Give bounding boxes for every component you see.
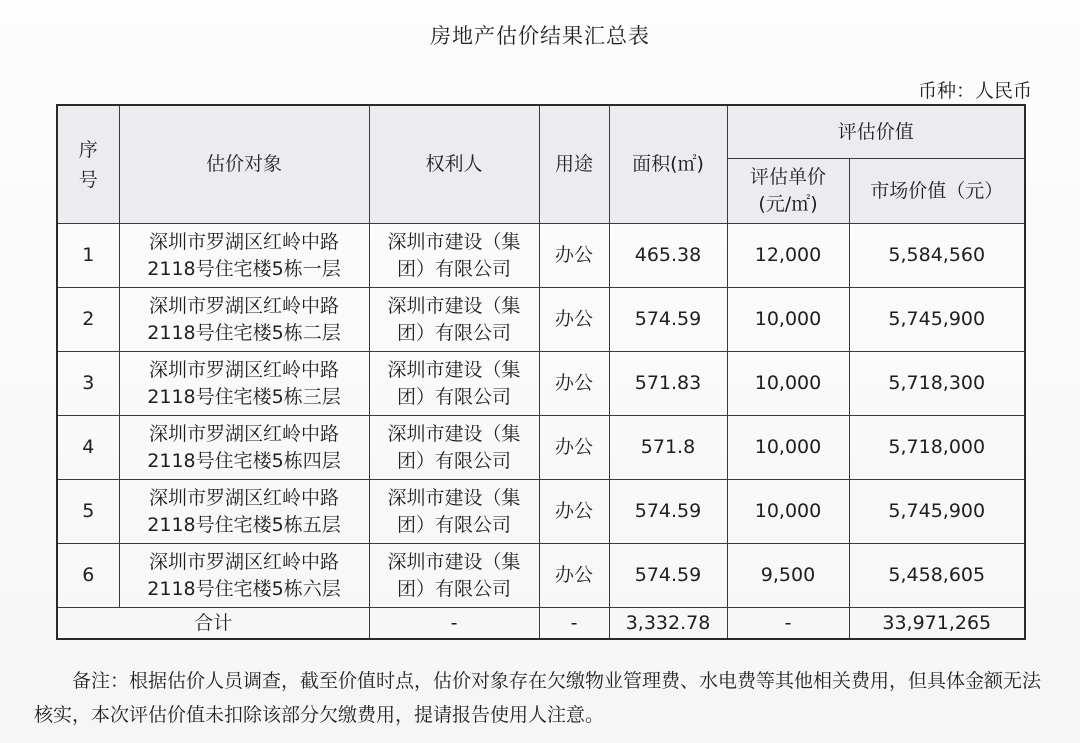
currency-label: 币种：人民币 [917, 80, 1032, 102]
cell-unit-price: 10,000 [727, 480, 849, 544]
header-area: 面积(㎡) [609, 105, 727, 224]
cell-market-value: 5,718,000 [849, 416, 1025, 480]
cell-owner [369, 352, 539, 416]
cell-object-text: 深圳市罗湖区红岭中路2118号住宅楼5栋五层 [147, 486, 341, 536]
total-row [57, 608, 1025, 640]
cell-object [119, 416, 369, 480]
header-unit-price-text: 评估单价(元/㎡) [749, 166, 826, 215]
valuation-summary-table [56, 104, 1026, 640]
table-row [57, 224, 1025, 288]
table-row [57, 480, 1025, 544]
cell-object [119, 288, 369, 352]
total-usage: - [539, 608, 609, 640]
cell-usage: 办公 [539, 224, 609, 288]
cell-seq: 5 [57, 480, 119, 544]
cell-unit-price: 10,000 [727, 288, 849, 352]
cell-seq: 4 [57, 416, 119, 480]
cell-owner [369, 224, 539, 288]
cell-unit-price: 10,000 [727, 416, 849, 480]
cell-usage: 办公 [539, 352, 609, 416]
cell-market-value: 5,718,300 [849, 352, 1025, 416]
cell-owner [369, 544, 539, 608]
table-row [57, 416, 1025, 480]
header-usage: 用途 [539, 105, 609, 224]
cell-market-value: 5,745,900 [849, 480, 1025, 544]
cell-owner [369, 480, 539, 544]
cell-owner-text: 深圳市建设（集团）有限公司 [387, 294, 521, 344]
cell-unit-price: 10,000 [727, 352, 849, 416]
cell-seq: 1 [57, 224, 119, 288]
document-title: 房地产估价结果汇总表 [430, 24, 650, 48]
cell-area: 571.8 [609, 416, 727, 480]
cell-usage: 办公 [539, 288, 609, 352]
cell-owner-text: 深圳市建设（集团）有限公司 [387, 550, 521, 600]
cell-object [119, 480, 369, 544]
cell-object-text: 深圳市罗湖区红岭中路2118号住宅楼5栋一层 [147, 230, 341, 280]
cell-object [119, 544, 369, 608]
total-area: 3,332.78 [609, 608, 727, 640]
cell-area: 574.59 [609, 544, 727, 608]
cell-unit-price: 9,500 [727, 544, 849, 608]
header-valuation-group: 评估价值 [727, 105, 1025, 159]
cell-object-text: 深圳市罗湖区红岭中路2118号住宅楼5栋三层 [147, 358, 341, 408]
cell-object-text: 深圳市罗湖区红岭中路2118号住宅楼5栋四层 [147, 422, 341, 472]
cell-market-value: 5,745,900 [849, 288, 1025, 352]
cell-area: 574.59 [609, 480, 727, 544]
cell-seq: 3 [57, 352, 119, 416]
header-row [57, 105, 1025, 159]
cell-owner [369, 288, 539, 352]
table-row [57, 544, 1025, 608]
header-seq [57, 105, 119, 224]
cell-object-text: 深圳市罗湖区红岭中路2118号住宅楼5栋六层 [147, 550, 341, 600]
remarks-note: 备注：根据估价人员调查，截至价值时点，估价对象存在欠缴物业管理费、水电费等其他相关费用，但具体金额无法核实，本次评估价值未扣除该部分欠缴费用，提请报告使用人注意。 [34, 670, 1042, 726]
total-label: 合计 [57, 608, 369, 640]
cell-market-value: 5,584,560 [849, 224, 1025, 288]
total-market-value: 33,971,265 [849, 608, 1025, 640]
cell-seq: 2 [57, 288, 119, 352]
header-owner: 权利人 [369, 105, 539, 224]
cell-market-value: 5,458,605 [849, 544, 1025, 608]
cell-area: 465.38 [609, 224, 727, 288]
header-market-value: 市场价值（元） [849, 159, 1025, 224]
cell-owner-text: 深圳市建设（集团）有限公司 [387, 486, 521, 536]
total-owner: - [369, 608, 539, 640]
cell-object [119, 352, 369, 416]
total-unit-price: - [727, 608, 849, 640]
cell-usage: 办公 [539, 544, 609, 608]
table-row [57, 352, 1025, 416]
cell-owner-text: 深圳市建设（集团）有限公司 [387, 230, 521, 280]
header-unit-price [727, 159, 849, 224]
cell-seq: 6 [57, 544, 119, 608]
cell-usage: 办公 [539, 416, 609, 480]
cell-owner-text: 深圳市建设（集团）有限公司 [387, 358, 521, 408]
cell-owner-text: 深圳市建设（集团）有限公司 [387, 422, 521, 472]
cell-usage: 办公 [539, 480, 609, 544]
cell-owner [369, 416, 539, 480]
cell-area: 571.83 [609, 352, 727, 416]
table-row [57, 288, 1025, 352]
cell-area: 574.59 [609, 288, 727, 352]
cell-object [119, 224, 369, 288]
cell-unit-price: 12,000 [727, 224, 849, 288]
cell-object-text: 深圳市罗湖区红岭中路2118号住宅楼5栋二层 [147, 294, 341, 344]
header-seq-text: 序号 [78, 138, 98, 191]
header-object: 估价对象 [119, 105, 369, 224]
